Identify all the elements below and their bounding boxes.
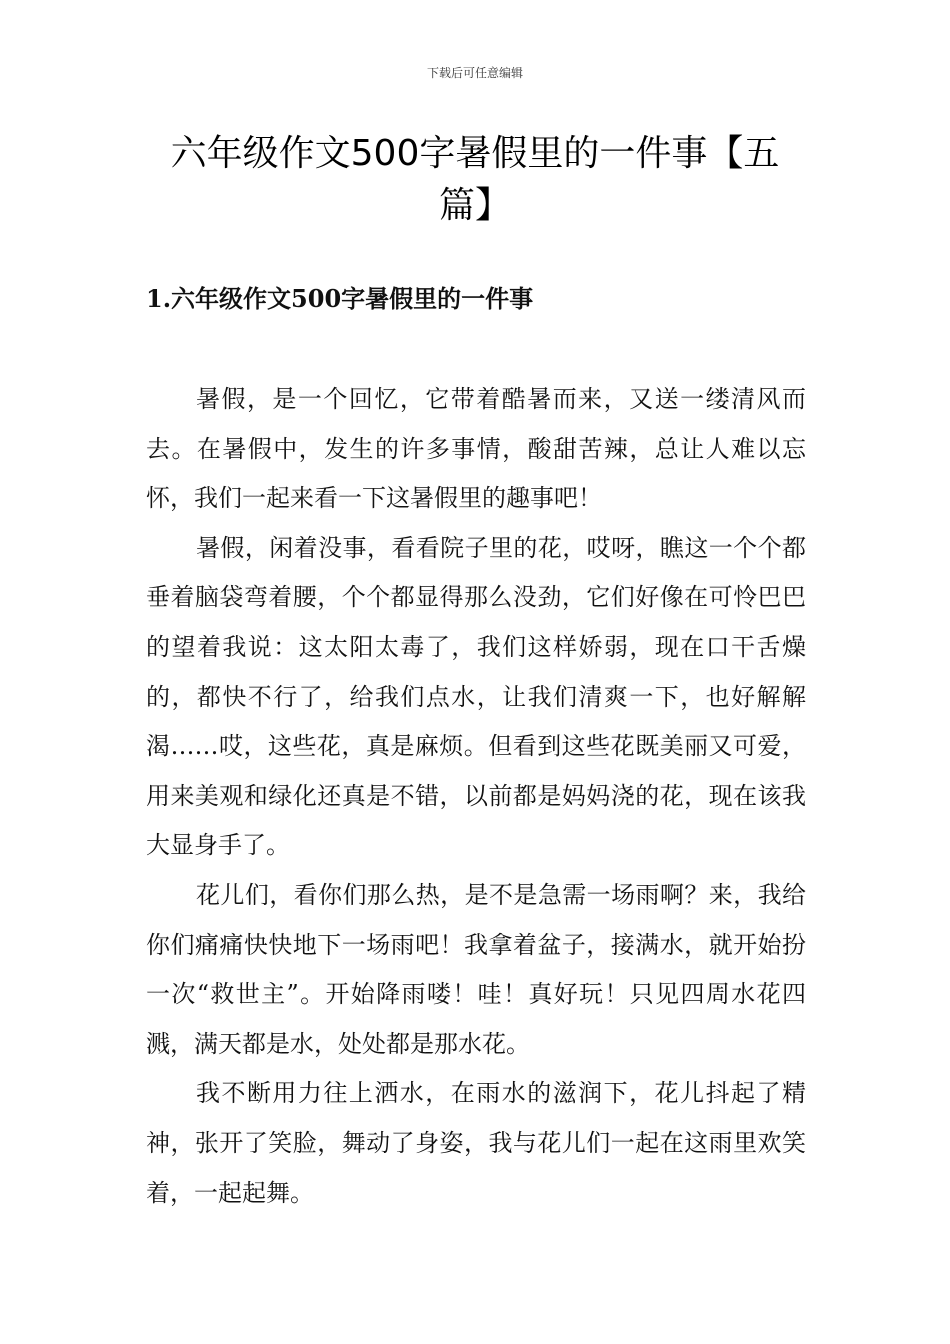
- header-note: 下载后可任意编辑: [426, 66, 523, 80]
- paragraph-3: 花儿们，看你们那么热，是不是急需一场雨啊？来，我给你们痛痛快快地下一场雨吧！我拿着盆子，接满水，就开始扮一次“救世主”。开始降雨喽！哇！真好玩！只见四周水花四溅，满天都是水，处处都是那水花。: [146, 880, 806, 1058]
- document-title: 六年级作文500字暑假里的一件事【五篇】: [170, 133, 780, 226]
- section-heading: 1.六年级作文500字暑假里的一件事: [146, 284, 534, 313]
- paragraph-1: 暑假，是一个回忆，它带着酷暑而来，又送一缕清风而去。在暑假中，发生的许多事情，酸甜苦辣，总让人难以忘怀，我们一起来看一下这暑假里的趣事吧！: [146, 385, 806, 513]
- body-text: [146, 375, 806, 1218]
- paragraph-4: 我不断用力往上洒水，在雨水的滋润下，花儿抖起了精神，张开了笑脸，舞动了身姿，我与花儿们一起在这雨里欢笑着，一起起舞。: [146, 1079, 806, 1207]
- paragraph-2: 暑假，闲着没事，看看院子里的花，哎呀，瞧这一个个都垂着脑袋弯着腰，个个都显得那么没劲，它们好像在可怜巴巴的望着我说：这太阳太毒了，我们这样娇弱，现在口干舌燥的，都快不行了，给我们点水，让我们清爽一下，也好解解渴……哎，这些花，真是麻烦。但看到这些花既美丽又可爱，用来美观和绿化还真是不错，以前都是妈妈浇的花，现在该我大显身手了。: [146, 533, 806, 860]
